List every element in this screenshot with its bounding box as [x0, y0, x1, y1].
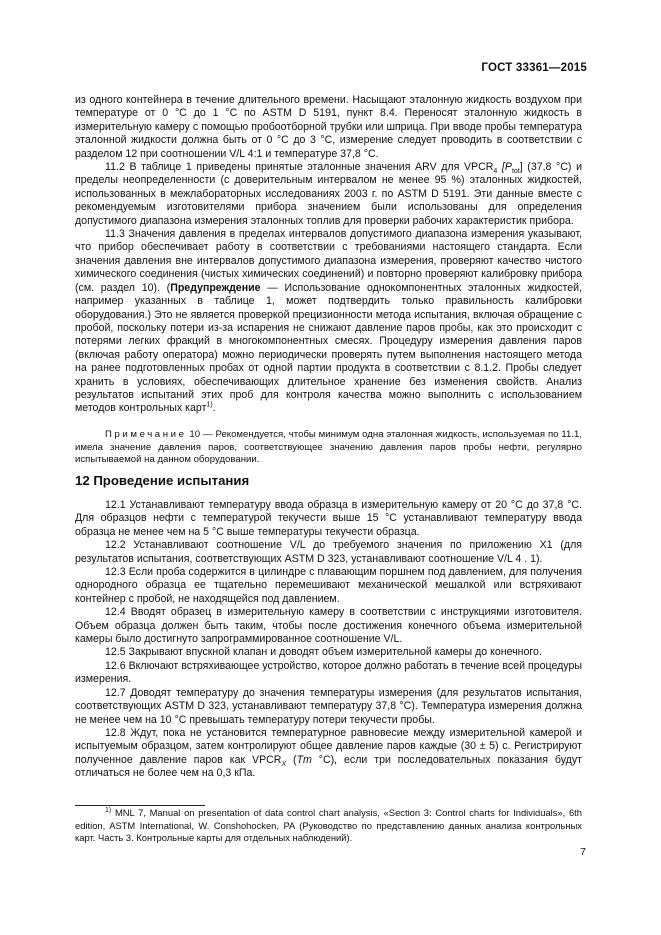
paragraph-11-3: [75, 228, 582, 416]
footnote-text: MNL 7, Manual on presentation of data control chart analysis, «Section 3: Control charts for Individuals», 6th edition, ASTM International, W. Conshohocken, PA (Руководство по представлению данных анализа контрольных карт. Часть 3. Контрольные карты для отдельных наблюдений).: [75, 807, 582, 844]
paragraph-12-5: 12.5 Закрывают впускной клапан и доводят объем измерительной камеры до конечного.: [105, 646, 542, 659]
p12-8-part-b: (: [286, 753, 297, 766]
p11-3-end: .: [212, 402, 216, 415]
p11-2-part-b: [P: [497, 161, 512, 174]
section-12-body: [75, 499, 582, 781]
p12-8-part-a: 12.8 Ждут, пока не установится температурное равновесие между измерительной камерой и испытуемым образцом, затем контролируют общее давление паров каждые (30 ± 5) с. Регистрируют полученное давление паров как VPCR: [75, 726, 582, 766]
p11-2-sub-tot: tot: [511, 168, 520, 176]
paragraph-continuation: из одного контейнера в течение длительного времени. Насыщают эталонную жидкость воздухом при температуре от 0 °С до 1 °С по ASTM D 5191, пункт 8.4. Переносят эталонную жидкость в измерительную камеру с помощью пробоотборной трубки или шприца. При вводе пробы температура эталонной жидкости должна быть от 0 °С до 3 °С, измерение следует проводить в соответствии с разделом 12 при соотношении V/L 4:1 и температуре 37,8 °С.: [75, 94, 582, 160]
paragraph-12-8: [75, 727, 582, 781]
p11-2-sub-4: 4: [493, 168, 498, 176]
section-12-title: 12 Проведение испытания: [75, 473, 250, 488]
paragraph-12-6: 12.6 Включают встряхивающее устройство, которое должно работать в течение всей процедуры измерения.: [75, 659, 582, 686]
p11-3-part-b: — Использование однокомпонентных эталонных жидкостей, например указанных в таблице 1, может подтвердить только правильность калибровки оборудования.) Это не является проверкой прецизионности метода испытания, включая обращение с пробой, поскольку потери из-за испарения не снижают давление паров пробы, как это происходит с потерями легких фракций в многокомпонентных смесях. Процедуру измерения давления паров (включая работу оператора) можно периодически проверять путем выполнения настоящего метода на ранее подготовленных пробах от одной партии продукта в соответствии с 8.1.2. Пробы следует хранить в условиях, обеспечивающих длительное хранение без изменения свойств. Анализ результатов испытаний этих проб для контроля качества можно выполнить с использованием методов контрольных карт: [75, 281, 582, 415]
p11-2-part-a: 11.2 В таблице 1 приведены принятые эталонные значения ARV для VPCR: [105, 161, 494, 174]
warning-label: Предупреждение: [170, 281, 261, 294]
paragraph-12-1: 12.1 Устанавливают температуру ввода образца в измерительную камеру от 20 °С до 37,8 °С. Для образцов нефти с температурой текучести выше 15 °С устанавливают температуру ввода образца не менее чем на 5 °С выше температуры текучести образца.: [75, 499, 582, 538]
paragraph-12-7: 12.7 Доводят температуру до значения температуры измерения (для результатов испытания, соответствующих ASTM D 323, устанавливают температуру 37,8 °С). Температура измерения должна не менее чем на 10 °С превышать температуру потери текучести пробы.: [75, 686, 582, 726]
page-number: 7: [580, 846, 586, 858]
note-10: [75, 429, 582, 467]
standard-code-header: ГОСТ 33361—2015: [481, 62, 587, 74]
p11-2-part-c: ] (37,8 °С) и пределы неопределенности (с доверительным интервалом не менее 95 %) эталонных жидкостей, использованных в межлабораторных исследованиях 2003 г. по ASTM D 5191. Эти данные вместе с рекомендуемым изготовителями прибора значением были использованы для определения допустимого диапазона измерения эталонных топлив для проверки рабочих характеристик прибора.: [75, 161, 582, 227]
note-text: 10 — Рекомендуется, чтобы минимум одна эталонная жидкость, используемая по 11.1, имела значение давления паров, соответствующее значению давления паров пробы нефти, регулярно испытываемой на данном оборудовании.: [75, 429, 582, 466]
paragraph-12-2: 12.2 Устанавливают соотношение V/L до требуемого значения по приложению Х1 (для результатов испытания, соответствующих ASTM D 323, устанавливают соотношение V/L 4 . 1).: [75, 539, 582, 565]
intro-text-block: [75, 94, 582, 416]
paragraph-12-4: 12.4 Вводят образец в измерительную камеру в соответствии с инструкциями изготовителя. Объем образца должен быть таким, чтобы после достижения конечного объема измерительной камеры было достигнуто запрограммированное соотношение V/L.: [75, 606, 582, 646]
footnote: [75, 807, 582, 845]
p12-8-italic: Tm: [296, 753, 312, 766]
p12-8-part-c: °С), если три последовательных показания будут отличаться не более чем на 0,3 кПа.: [75, 753, 582, 780]
footnote-ref: 1): [206, 401, 213, 409]
paragraph-12-3: 12.3 Если проба содержится в цилиндре с плавающим поршнем под давлением, для получения однородного образца ее тщательно перемешивают механической мешалкой или встряхивают контейнер с пробой, не находящейся под давлением.: [75, 566, 582, 605]
p12-8-sub-x: X: [281, 760, 287, 768]
footnote-divider: [75, 805, 205, 806]
footnote-marker: 1): [105, 806, 112, 814]
paragraph-11-2: [75, 161, 582, 228]
p11-3-part-a: 11.3 Значения давления в пределах интервалов допустимого диапазона измерения указывают, что прибор обеспечивает работу в соответствии с требованиями настоящего стандарта. Если значения давления вне интервалов допустимого диапазона измерения, проверяют качество чистого химического соединения (чистых химических соединений) и повторно проверяют калибровку прибора (см. раздел 10). (: [75, 228, 582, 294]
note-label: Примечание: [105, 429, 187, 440]
